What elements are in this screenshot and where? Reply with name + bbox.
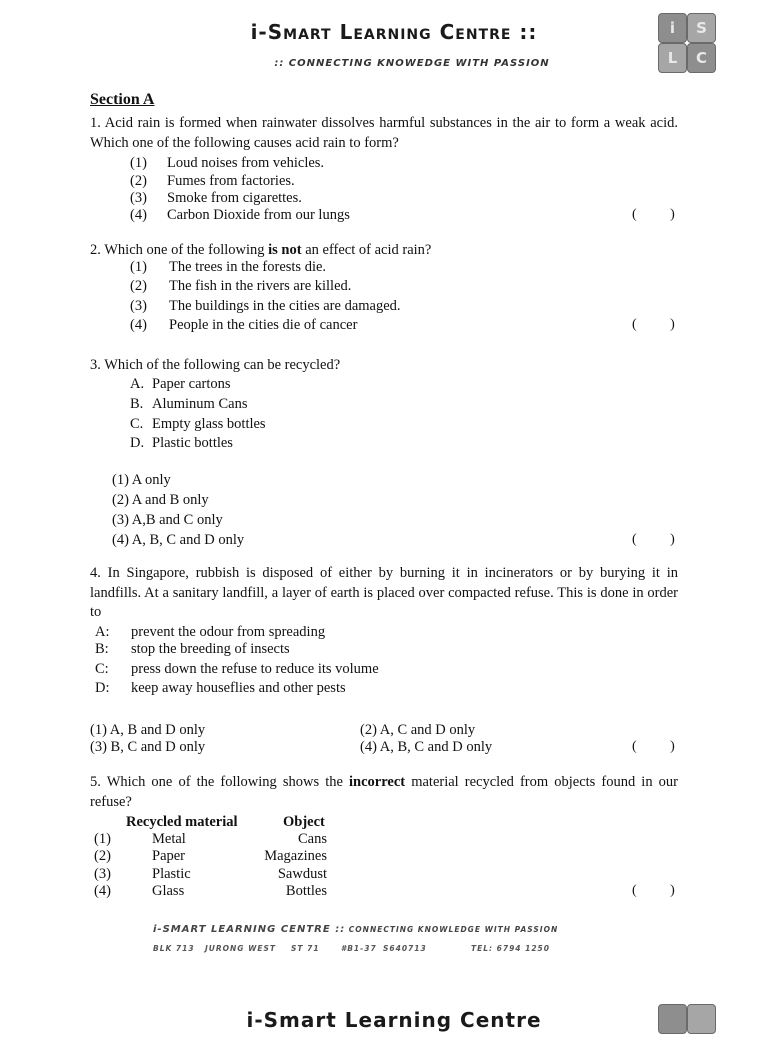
logo-piece-c: C	[687, 43, 716, 73]
q4-item: D: keep away houseflies and other pests	[95, 680, 346, 696]
q5-row-object: Magazines	[264, 848, 327, 864]
q4-choice: (4) A, B, C and D only	[360, 739, 493, 755]
q5-row-object: Bottles	[285, 883, 327, 899]
q3-answer-bracket[interactable]: ( )	[632, 532, 675, 547]
q3-item: D. Plastic bottles	[130, 435, 233, 451]
q3-stem: 3. Which of the following can be recycled?	[90, 357, 341, 373]
q4-choice: (2) A, C and D only	[360, 722, 476, 738]
q5-col-object: Object	[283, 814, 325, 830]
q5-row-material: Glass	[152, 883, 185, 899]
section-title: Section A	[90, 91, 155, 108]
q5-row-num: (3)	[94, 866, 111, 882]
q2-option: (1) The trees in the forests die.	[130, 259, 327, 275]
next-page-logo	[656, 1003, 716, 1043]
q3-item: B. Aluminum Cans	[130, 396, 248, 412]
footer-street: JURONG WEST	[205, 944, 276, 953]
q4-choice: (3) B, C and D only	[90, 739, 206, 755]
q3-choice: (3) A,B and C only	[112, 512, 223, 528]
logo-piece-i: i	[658, 13, 687, 43]
header-tagline: :: CONNECTING KNOWEDGE WITH PASSION	[274, 58, 550, 69]
q3-choice: (4) A, B, C and D only	[112, 532, 245, 548]
q5-row-material: Metal	[152, 831, 186, 847]
q1-stem: 1. Acid rain is formed when rainwater dissolves harmful substances in the air to form a weak acid. Which one of the following causes acid rain to form?	[90, 115, 678, 151]
q4-stem: 4. In Singapore, rubbish is disposed of either by burning it in incinerators or by burying it in landfills. At a sanitary landfill, a layer of earth is placed over compacted refuse. This is done in order to	[90, 565, 678, 620]
q3-item: C. Empty glass bottles	[130, 416, 266, 432]
q4-item: A: prevent the odour from spreading	[95, 624, 326, 640]
footer-postal: S640713	[383, 944, 427, 953]
q5-row-material: Plastic	[152, 866, 191, 882]
q3-choice: (2) A and B only	[112, 492, 209, 508]
q5-stem: 5. Which one of the following shows the incorrect material recycled from objects found in our refuse?	[90, 774, 679, 810]
q1-option: (3) Smoke from cigarettes.	[130, 190, 302, 206]
q5-answer-bracket[interactable]: ( )	[632, 883, 675, 898]
q1-option: (2) Fumes from factories.	[130, 173, 295, 189]
footer-blk: BLK 713	[153, 944, 195, 953]
q2-option: (4) People in the cities die of cancer	[130, 317, 358, 333]
q5-row-material: Paper	[152, 848, 186, 864]
q1-option: (1) Loud noises from vehicles.	[130, 155, 325, 171]
q2-answer-bracket[interactable]: ( )	[632, 317, 675, 332]
logo	[656, 12, 716, 74]
q4-item: C: press down the refuse to reduce its volume	[95, 661, 379, 677]
q2-stem: 2. Which one of the following is not an effect of acid rain?	[90, 242, 432, 258]
q5-row-object: Sawdust	[277, 866, 327, 882]
q5-col-material: Recycled material	[126, 814, 238, 830]
q1-option: (4) Carbon Dioxide from our lungs	[130, 207, 350, 223]
q4-choice: (1) A, B and D only	[90, 722, 206, 738]
q1-answer-bracket[interactable]: ( )	[632, 207, 675, 222]
next-page-header-title: i-Smart Learning Centre	[246, 1008, 542, 1032]
q5-row-object: Cans	[298, 831, 327, 847]
q5-row-num: (4)	[94, 883, 111, 899]
q5-row-num: (1)	[94, 831, 111, 847]
q2-option: (3) The buildings in the cities are damaged.	[130, 298, 401, 314]
q3-item: A. Paper cartons	[130, 376, 231, 392]
footer-centre-name: i-SMART LEARNING CENTRE :: CONNECTING KNOWLEDGE WITH PASSION	[153, 924, 559, 935]
page-header-title	[0, 20, 768, 44]
q2-option: (2) The fish in the rivers are killed.	[130, 278, 352, 294]
q3-choice: (1) A only	[112, 472, 171, 488]
title-main: Smart Learning Centre ::	[267, 20, 538, 44]
title-prefix: i-	[250, 20, 268, 44]
q5-row-num: (2)	[94, 848, 111, 864]
logo-piece-l: L	[658, 43, 687, 73]
q4-answer-bracket[interactable]: ( )	[632, 739, 675, 754]
q4-item: B: stop the breeding of insects	[95, 641, 290, 657]
footer-unit: #B1-37	[341, 944, 377, 953]
footer-st: ST 71	[291, 944, 320, 953]
footer-tel: TEL: 6794 1250	[471, 944, 550, 953]
logo-piece-s: S	[687, 13, 716, 43]
